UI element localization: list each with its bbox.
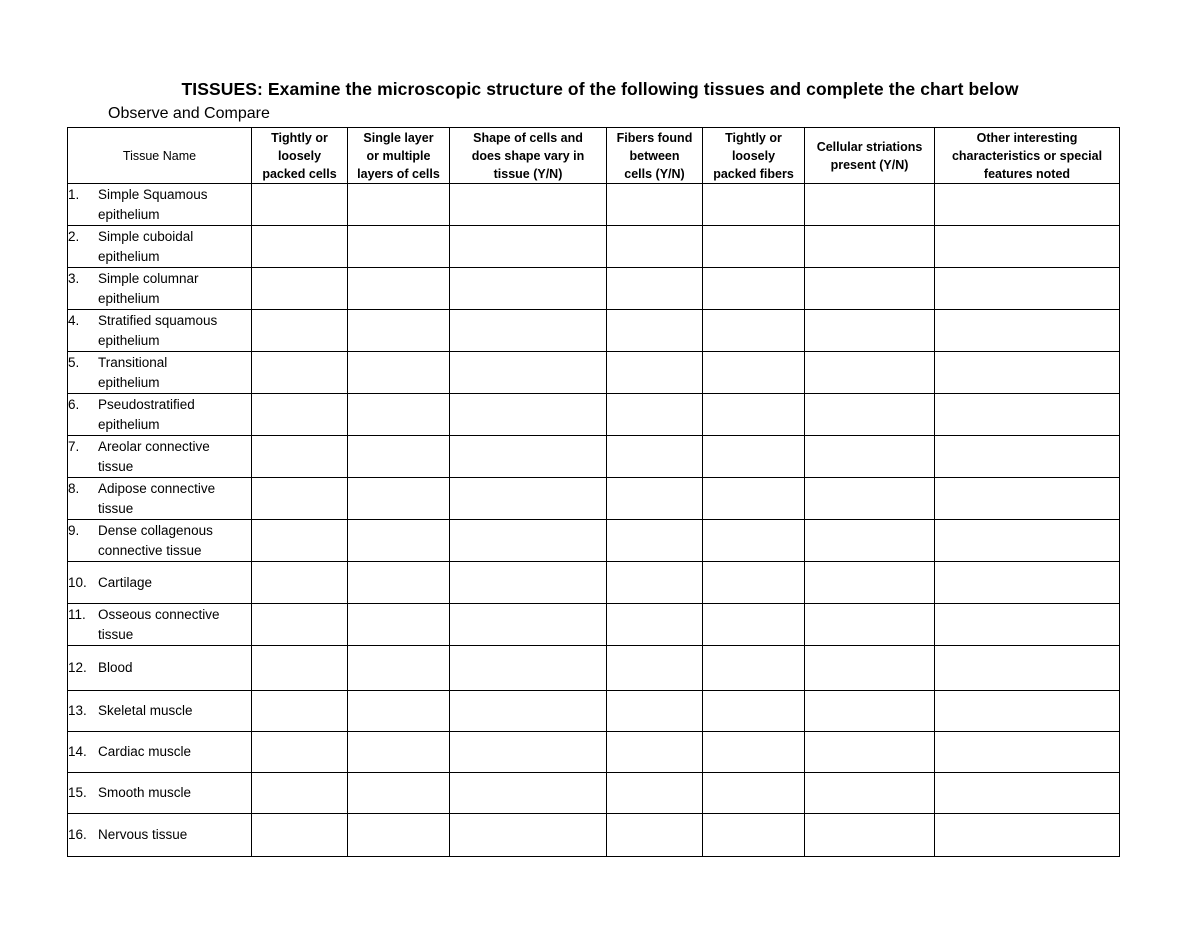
tissue-name-line2: tissue — [98, 458, 134, 474]
answer-cell-layers[interactable] — [348, 562, 450, 604]
tissue-name-line1: Blood — [98, 660, 133, 675]
tissue-name-cell — [68, 520, 252, 562]
row-number: 1. — [68, 186, 80, 202]
answer-cell-packed-fibers[interactable] — [703, 184, 805, 226]
column-header-packed-cells: Tightly or loosely packed cells — [252, 128, 348, 184]
row-number: 7. — [68, 438, 80, 454]
column-header-other: Other interesting characteristics or special features noted — [935, 128, 1120, 184]
row-number: 13. — [68, 703, 87, 718]
answer-cell-packed-cells[interactable] — [252, 436, 348, 478]
answer-cell-other[interactable] — [935, 268, 1120, 310]
answer-cell-other[interactable] — [935, 394, 1120, 436]
answer-cell-packed-cells[interactable] — [252, 520, 348, 562]
tissue-name-line1: Simple columnar — [98, 270, 199, 286]
answer-cell-striations[interactable] — [805, 691, 935, 732]
answer-cell-other[interactable] — [935, 226, 1120, 268]
answer-cell-layers[interactable] — [348, 184, 450, 226]
table-row — [68, 732, 1120, 773]
tissue-name-cell — [68, 478, 252, 520]
column-header-layers: Single layer or multiple layers of cells — [348, 128, 450, 184]
tissue-name — [98, 573, 238, 593]
table-row — [68, 604, 1120, 646]
tissue-name-line1: Cardiac muscle — [98, 744, 192, 759]
tissue-name-line2: epithelium — [98, 332, 160, 348]
answer-cell-packed-cells[interactable] — [252, 773, 348, 814]
answer-cell-other[interactable] — [935, 436, 1120, 478]
answer-cell-packed-fibers[interactable] — [703, 436, 805, 478]
answer-cell-shape[interactable] — [450, 646, 607, 691]
page-subtitle: Observe and Compare — [108, 105, 270, 122]
answer-cell-layers[interactable] — [348, 604, 450, 646]
tissue-name — [98, 479, 238, 519]
row-number: 6. — [68, 396, 80, 412]
answer-cell-fibers[interactable] — [607, 478, 703, 520]
answer-cell-layers[interactable] — [348, 478, 450, 520]
tissue-name — [98, 227, 238, 267]
tissue-name-cell — [68, 604, 252, 646]
row-number: 9. — [68, 522, 80, 538]
table-row — [68, 646, 1120, 691]
tissue-name-line2: epithelium — [98, 374, 160, 390]
column-header-shape: Shape of cells and does shape vary in tissue (Y/N) — [450, 128, 607, 184]
answer-cell-packed-fibers[interactable] — [703, 394, 805, 436]
answer-cell-layers[interactable] — [348, 814, 450, 857]
table-row — [68, 394, 1120, 436]
answer-cell-other[interactable] — [935, 732, 1120, 773]
answer-cell-other[interactable] — [935, 604, 1120, 646]
answer-cell-layers[interactable] — [348, 352, 450, 394]
tissue-name-line2: connective tissue — [98, 542, 202, 558]
answer-cell-shape[interactable] — [450, 562, 607, 604]
answer-cell-striations[interactable] — [805, 646, 935, 691]
row-number: 8. — [68, 480, 80, 496]
answer-cell-other[interactable] — [935, 773, 1120, 814]
tissue-name-line1: Adipose connective — [98, 480, 216, 496]
tissue-name — [98, 783, 238, 803]
row-number: 15. — [68, 785, 87, 800]
answer-cell-shape[interactable] — [450, 310, 607, 352]
table-row — [68, 310, 1120, 352]
tissue-name-line1: Simple cuboidal — [98, 228, 194, 244]
tissue-name-line1: Osseous connective — [98, 606, 220, 622]
tissue-name-cell — [68, 226, 252, 268]
row-number: 11. — [68, 606, 86, 622]
tissue-name-line2: epithelium — [98, 206, 160, 222]
answer-cell-packed-cells[interactable] — [252, 268, 348, 310]
tissue-name-cell — [68, 562, 252, 604]
tissue-name — [98, 437, 238, 477]
answer-cell-striations[interactable] — [805, 184, 935, 226]
answer-cell-striations[interactable] — [805, 436, 935, 478]
answer-cell-fibers[interactable] — [607, 352, 703, 394]
answer-cell-other[interactable] — [935, 184, 1120, 226]
answer-cell-packed-fibers[interactable] — [703, 773, 805, 814]
tissue-name-cell — [68, 310, 252, 352]
answer-cell-layers[interactable] — [348, 646, 450, 691]
answer-cell-layers[interactable] — [348, 436, 450, 478]
row-number: 12. — [68, 660, 87, 675]
answer-cell-fibers[interactable] — [607, 646, 703, 691]
tissue-name-line1: Stratified squamous — [98, 312, 218, 328]
table-row — [68, 562, 1120, 604]
answer-cell-other[interactable] — [935, 562, 1120, 604]
answer-cell-shape[interactable] — [450, 691, 607, 732]
answer-cell-layers[interactable] — [348, 691, 450, 732]
answer-cell-other[interactable] — [935, 520, 1120, 562]
column-header-striations: Cellular striations present (Y/N) — [805, 128, 935, 184]
answer-cell-fibers[interactable] — [607, 562, 703, 604]
answer-cell-striations[interactable] — [805, 773, 935, 814]
tissue-name-cell — [68, 268, 252, 310]
table-body — [68, 184, 1120, 857]
answer-cell-fibers[interactable] — [607, 436, 703, 478]
answer-cell-layers[interactable] — [348, 394, 450, 436]
tissue-name-line1: Smooth muscle — [98, 785, 192, 800]
answer-cell-packed-cells[interactable] — [252, 184, 348, 226]
tissue-name — [98, 185, 238, 225]
answer-cell-packed-cells[interactable] — [252, 604, 348, 646]
row-number: 16. — [68, 827, 87, 842]
answer-cell-packed-fibers[interactable] — [703, 352, 805, 394]
answer-cell-shape[interactable] — [450, 226, 607, 268]
tissue-name-line1: Nervous tissue — [98, 827, 188, 842]
answer-cell-packed-cells[interactable] — [252, 394, 348, 436]
tissue-name — [98, 825, 238, 845]
tissue-name — [98, 353, 238, 393]
tissue-name-line1: Pseudostratified — [98, 396, 195, 412]
row-number: 4. — [68, 312, 80, 328]
row-number: 14. — [68, 744, 87, 759]
answer-cell-packed-fibers[interactable] — [703, 646, 805, 691]
answer-cell-packed-cells[interactable] — [252, 310, 348, 352]
table-row — [68, 226, 1120, 268]
answer-cell-layers[interactable] — [348, 732, 450, 773]
tissue-name — [98, 701, 238, 721]
answer-cell-packed-fibers[interactable] — [703, 226, 805, 268]
answer-cell-packed-fibers[interactable] — [703, 604, 805, 646]
answer-cell-packed-cells[interactable] — [252, 732, 348, 773]
tissue-name-cell — [68, 691, 252, 732]
answer-cell-fibers[interactable] — [607, 226, 703, 268]
tissue-name-line2: tissue — [98, 626, 134, 642]
answer-cell-packed-fibers[interactable] — [703, 310, 805, 352]
tissue-name — [98, 742, 238, 762]
tissue-name — [98, 658, 238, 678]
answer-cell-fibers[interactable] — [607, 814, 703, 857]
answer-cell-layers[interactable] — [348, 226, 450, 268]
answer-cell-striations[interactable] — [805, 394, 935, 436]
tissue-name-cell — [68, 646, 252, 691]
answer-cell-striations[interactable] — [805, 226, 935, 268]
answer-cell-packed-fibers[interactable] — [703, 478, 805, 520]
tissue-name-cell — [68, 732, 252, 773]
answer-cell-other[interactable] — [935, 691, 1120, 732]
tissue-name-line1: Dense collagenous — [98, 522, 213, 538]
answer-cell-shape[interactable] — [450, 184, 607, 226]
table-row — [68, 691, 1120, 732]
answer-cell-shape[interactable] — [450, 436, 607, 478]
answer-cell-layers[interactable] — [348, 773, 450, 814]
answer-cell-packed-fibers[interactable] — [703, 732, 805, 773]
tissue-name — [98, 395, 238, 435]
answer-cell-layers[interactable] — [348, 268, 450, 310]
answer-cell-packed-fibers[interactable] — [703, 562, 805, 604]
tissue-name — [98, 311, 238, 351]
answer-cell-striations[interactable] — [805, 604, 935, 646]
table-row — [68, 814, 1120, 857]
answer-cell-packed-cells[interactable] — [252, 814, 348, 857]
answer-cell-shape[interactable] — [450, 394, 607, 436]
answer-cell-layers[interactable] — [348, 520, 450, 562]
tissue-name-cell — [68, 184, 252, 226]
answer-cell-shape[interactable] — [450, 268, 607, 310]
column-header-fibers: Fibers found between cells (Y/N) — [607, 128, 703, 184]
table-row — [68, 773, 1120, 814]
tissue-name-line2: epithelium — [98, 248, 160, 264]
answer-cell-fibers[interactable] — [607, 604, 703, 646]
answer-cell-other[interactable] — [935, 814, 1120, 857]
answer-cell-packed-cells[interactable] — [252, 646, 348, 691]
tissue-name-cell — [68, 814, 252, 857]
answer-cell-shape[interactable] — [450, 814, 607, 857]
answer-cell-fibers[interactable] — [607, 773, 703, 814]
answer-cell-fibers[interactable] — [607, 732, 703, 773]
header-row — [68, 128, 1120, 184]
answer-cell-shape[interactable] — [450, 773, 607, 814]
answer-cell-striations[interactable] — [805, 310, 935, 352]
tissue-name — [98, 269, 238, 309]
tissue-name-line2: epithelium — [98, 290, 160, 306]
answer-cell-striations[interactable] — [805, 352, 935, 394]
answer-cell-shape[interactable] — [450, 520, 607, 562]
answer-cell-shape[interactable] — [450, 604, 607, 646]
tissue-name-line2: tissue — [98, 500, 134, 516]
answer-cell-striations[interactable] — [805, 732, 935, 773]
answer-cell-fibers[interactable] — [607, 520, 703, 562]
tissue-chart-table — [67, 127, 1120, 857]
table-row — [68, 436, 1120, 478]
table-row — [68, 520, 1120, 562]
table-row — [68, 268, 1120, 310]
tissue-name-cell — [68, 436, 252, 478]
answer-cell-fibers[interactable] — [607, 394, 703, 436]
answer-cell-packed-cells[interactable] — [252, 226, 348, 268]
answer-cell-packed-fibers[interactable] — [703, 691, 805, 732]
answer-cell-packed-fibers[interactable] — [703, 814, 805, 857]
answer-cell-shape[interactable] — [450, 478, 607, 520]
tissue-name-line1: Areolar connective — [98, 438, 210, 454]
answer-cell-fibers[interactable] — [607, 184, 703, 226]
answer-cell-striations[interactable] — [805, 478, 935, 520]
page-title: TISSUES: Examine the microscopic structure of the following tissues and complete the chart below — [181, 79, 1019, 99]
tissue-name-cell — [68, 394, 252, 436]
answer-cell-striations[interactable] — [805, 562, 935, 604]
tissue-name — [98, 521, 238, 561]
answer-cell-striations[interactable] — [805, 520, 935, 562]
row-number: 3. — [68, 270, 80, 286]
answer-cell-fibers[interactable] — [607, 268, 703, 310]
row-number: 10. — [68, 574, 87, 590]
column-header-tissue-name: Tissue Name — [68, 128, 252, 184]
answer-cell-layers[interactable] — [348, 310, 450, 352]
answer-cell-shape[interactable] — [450, 732, 607, 773]
table-row — [68, 352, 1120, 394]
answer-cell-other[interactable] — [935, 352, 1120, 394]
answer-cell-striations[interactable] — [805, 268, 935, 310]
answer-cell-striations[interactable] — [805, 814, 935, 857]
tissue-name-line1: Skeletal muscle — [98, 703, 193, 718]
answer-cell-packed-fibers[interactable] — [703, 268, 805, 310]
tissue-name — [98, 605, 238, 645]
row-number: 2. — [68, 228, 80, 244]
answer-cell-fibers[interactable] — [607, 691, 703, 732]
answer-cell-fibers[interactable] — [607, 310, 703, 352]
row-number: 5. — [68, 354, 80, 370]
answer-cell-other[interactable] — [935, 478, 1120, 520]
answer-cell-shape[interactable] — [450, 352, 607, 394]
answer-cell-packed-fibers[interactable] — [703, 520, 805, 562]
answer-cell-packed-cells[interactable] — [252, 691, 348, 732]
tissue-name-cell — [68, 352, 252, 394]
answer-cell-other[interactable] — [935, 310, 1120, 352]
tissue-name-line1: Cartilage — [98, 574, 153, 590]
tissue-name-line1: Transitional — [98, 354, 168, 370]
answer-cell-packed-cells[interactable] — [252, 562, 348, 604]
tissue-name-line1: Simple Squamous — [98, 186, 208, 202]
table-row — [68, 184, 1120, 226]
tissue-name-cell — [68, 773, 252, 814]
answer-cell-packed-cells[interactable] — [252, 352, 348, 394]
tissue-name-line2: epithelium — [98, 416, 160, 432]
column-header-packed-fibers: Tightly or loosely packed fibers — [703, 128, 805, 184]
table-row — [68, 478, 1120, 520]
answer-cell-other[interactable] — [935, 646, 1120, 691]
answer-cell-packed-cells[interactable] — [252, 478, 348, 520]
